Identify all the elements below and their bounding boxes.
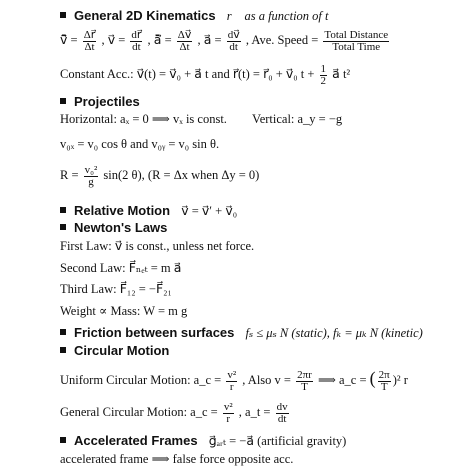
bullet-icon [60,437,66,443]
frac-num: Δv⃗ [177,28,192,41]
frac-num: v² [227,368,237,381]
frac-num: Total Distance [324,28,389,41]
general-label: General Circular Motion: a_c = [60,405,218,419]
frac-num: dr⃗ [131,28,142,41]
velocity-fraction [130,30,142,53]
horizontal-eq: Horizontal: aₓ = 0 ⟹ vₓ is const. [60,112,227,126]
paren-close: )² r [392,373,408,387]
frac-num: 1 [320,62,327,75]
friction-eq: fₛ ≤ μₛ N (static), fₖ = μₖ N (kinetic) [245,326,423,340]
general-circular-row [60,398,291,426]
kinematics-heading: General 2D Kinematics [74,8,216,23]
friction-heading: Friction between surfaces [74,325,235,340]
circular-heading: Circular Motion [74,343,170,358]
kinematics-heading-row [60,8,329,24]
period-fraction [378,370,391,393]
range-rhs: sin(2 θ), (R = Δx when Δy = 0) [103,168,260,182]
constant-acc-end: a⃗ t² [332,67,351,81]
accelerated-eq: g⃗ₐᵣₜ = −a⃗ (artificial gravity) [208,434,347,448]
frac-den: r [229,380,234,393]
paren-open: ( [369,368,376,388]
v-fraction [296,370,313,393]
frac-num: v₀² [84,163,98,176]
frac-den: dt [229,40,238,53]
relative-heading: Relative Motion [74,203,171,218]
frac-den: T [301,380,308,393]
at-fraction [276,402,289,425]
avg-speed-label: , Ave. Speed = [245,33,319,47]
kinematics-definitions [60,28,391,53]
range-lhs: R = [60,168,79,182]
range-fraction [84,165,99,188]
avg-velocity-fraction [83,30,97,53]
vertical-eq: Vertical: a_y = −g [252,112,343,126]
frac-den: r [226,412,231,425]
frac-den: Total Time [332,40,381,53]
constant-acc-eq: Constant Acc.: v⃗(t) = v⃗₀ + a⃗ t and r⃗(t) = r⃗₀ + v⃗₀ t + [60,67,315,81]
accelerated-note: accelerated frame ⟹ false force opposite acc. [60,452,294,466]
newton-heading-row [60,220,167,236]
kinematics-note: r⃗ as a function of t [226,9,329,23]
ac-fraction [226,370,237,393]
uniform-label: Uniform Circular Motion: a_c = [60,373,222,387]
avg-speed-fraction [323,30,389,53]
second-law: Second Law: F⃗ₙₑₜ = m a⃗ [60,261,182,275]
frac-den: 2 [320,74,327,87]
uniform-circular-row [60,364,408,394]
friction-row [60,325,423,341]
frac-den: dt [132,40,141,53]
frac-den: T [380,380,388,393]
accelerated-heading: Accelerated Frames [74,433,198,448]
bullet-icon [60,98,66,104]
frac-den: g [88,175,94,188]
bullet-icon [60,347,66,353]
projectiles-heading-row [60,94,140,110]
relative-eq: v⃗ = v⃗′ + v⃗₀ [181,204,238,218]
avg-accel-label: , ā⃗ = [147,33,172,47]
frac-num: dv⃗ [227,28,240,41]
implies-label: ⟹ a_c = [317,373,367,387]
half-fraction [320,64,328,87]
frac-num: 2πr [297,368,312,381]
newton-heading: Newton's Laws [74,220,168,235]
projectiles-axes-row [60,111,342,127]
avg-velocity-label: v̄⃗ = [60,33,78,47]
gc-fraction [223,402,234,425]
components-eq: v₀ₓ = v₀ cos θ and v₀ᵧ = v₀ sin θ. [60,137,220,151]
frac-den: Δt [84,40,95,53]
frac-num: Δr⃗ [83,28,96,41]
also-label: , Also v = [242,373,291,387]
bullet-icon [60,224,66,230]
frac-num: v² [223,400,233,413]
accel-label: , a⃗ = [197,33,222,47]
constant-acc-row [60,62,350,87]
accel-fraction [227,30,241,53]
range-row [60,162,259,188]
first-law: First Law: v⃗ is const., unless net force. [60,239,255,253]
at-label: , a_t = [238,405,271,419]
frac-den: Δt [179,40,190,53]
projectiles-heading: Projectiles [74,94,140,109]
velocity-label: , v⃗ = [101,33,126,47]
weight-law: Weight ∝ Mass: W = m g [60,304,188,318]
third-law: Third Law: F⃗₁₂ = −F⃗₂₁ [60,282,172,296]
avg-accel-fraction [177,30,193,53]
bullet-icon [60,329,66,335]
frac-den: dt [277,412,287,425]
accelerated-row [60,433,346,449]
relative-row [60,203,237,219]
bullet-icon [60,12,66,18]
frac-num: dv [276,400,288,413]
bullet-icon [60,207,66,213]
frac-num: 2π [378,368,390,381]
circular-heading-row [60,343,169,359]
